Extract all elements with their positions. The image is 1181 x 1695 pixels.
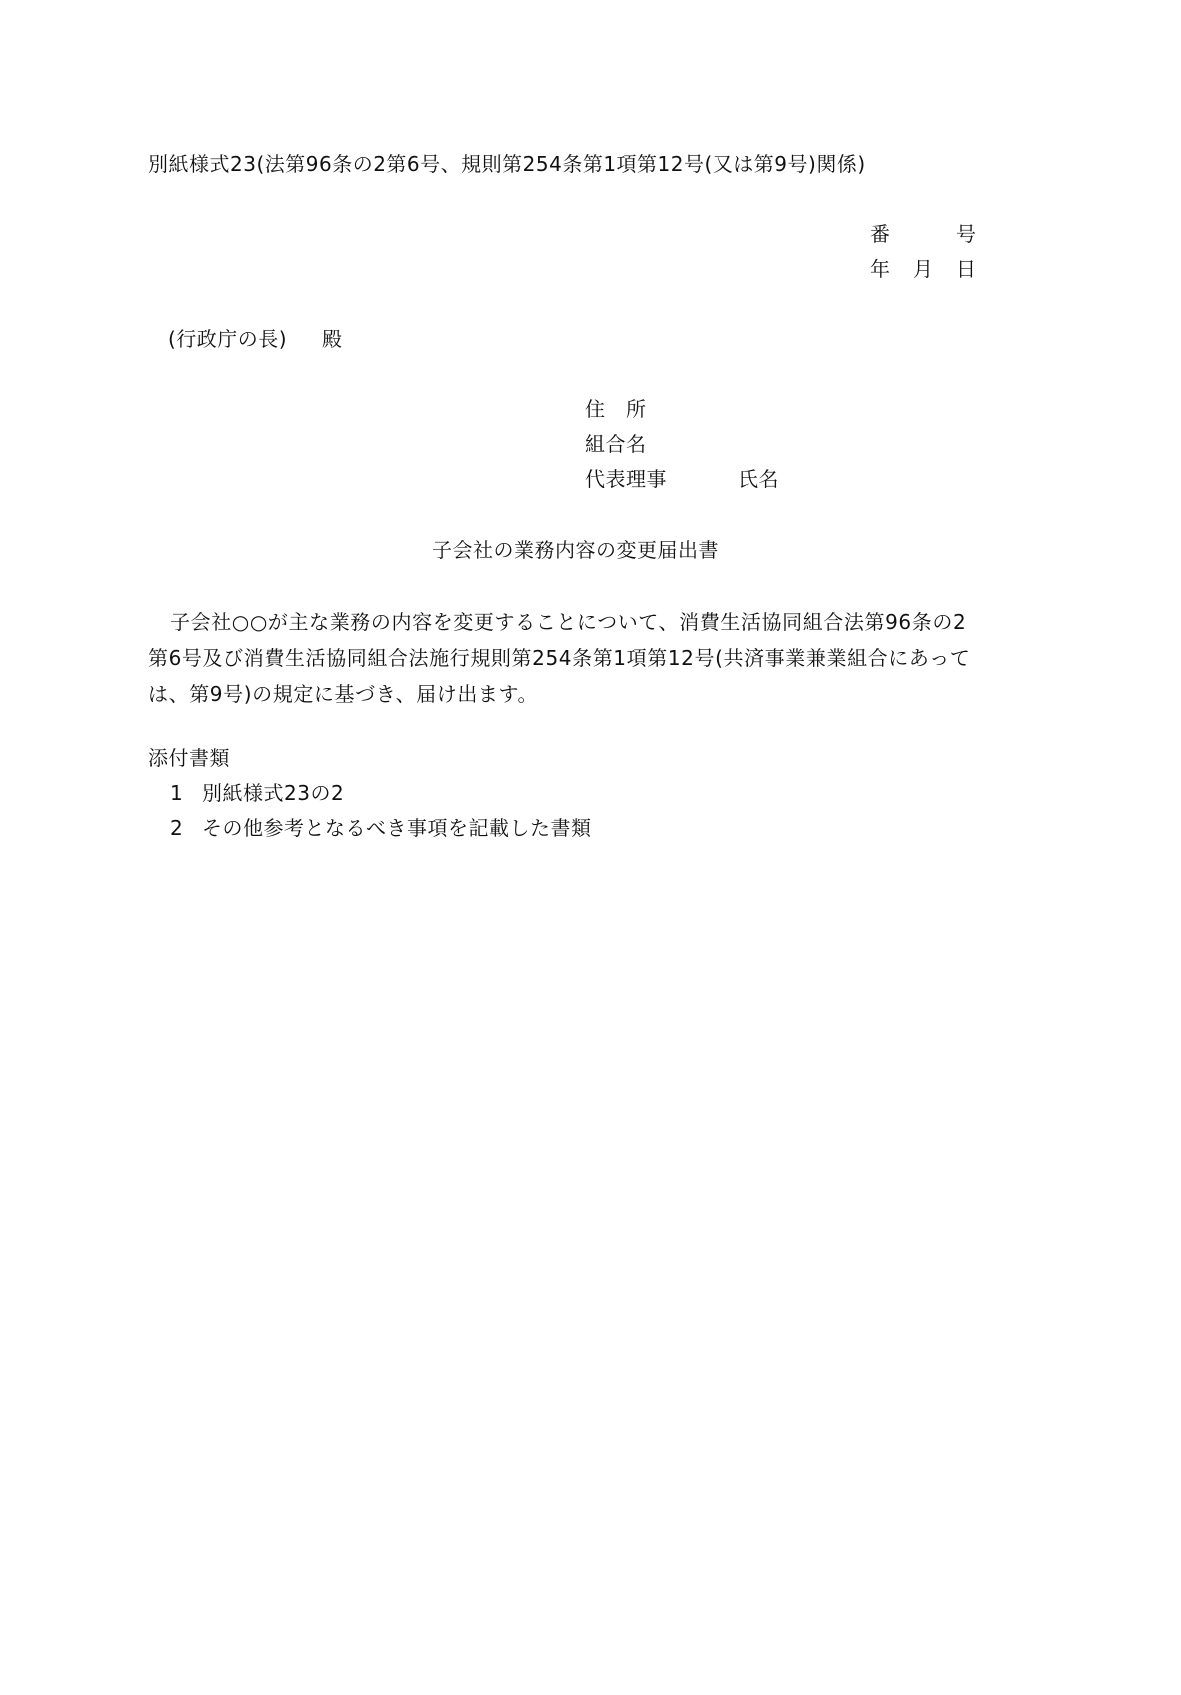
body-line: 第6号及び消費生活協同組合法施行規則第254条第1項第12号(共済事業兼業組合にあって [148, 646, 971, 670]
date-year: 年 [870, 257, 891, 281]
attachment-text: 別紙様式23の2 [202, 781, 345, 805]
attachment-text: その他参考となるべき事項を記載した書類 [202, 816, 592, 840]
addressee-honorific: 殿 [322, 327, 343, 351]
addressee-authority: (行政庁の長) [168, 327, 288, 351]
attachments-heading: 添付書類 [148, 746, 230, 770]
document-title: 子会社の業務内容の変更届出書 [432, 538, 719, 562]
date-month: 月 [913, 257, 934, 281]
number-suffix: 号 [956, 222, 977, 246]
sender-union-name-label: 組合名 [585, 432, 647, 456]
sender-representative-label: 代表理事 [585, 467, 667, 491]
body-line: は、第9号)の規定に基づき、届け出ます。 [148, 682, 539, 706]
sender-name-label: 氏名 [738, 467, 779, 491]
sender-address-label: 住 所 [585, 397, 647, 421]
form-reference: 別紙様式23(法第96条の2第6号、規則第254条第1項第12号(又は第9号)関係) [148, 152, 866, 176]
attachment-number: 1 [170, 781, 184, 805]
number-label: 番 [870, 222, 891, 246]
body-line: 子会社○○が主な業務の内容を変更することについて、消費生活協同組合法第96条の2 [170, 610, 967, 634]
attachment-number: 2 [170, 816, 184, 840]
body-paragraph [148, 604, 1028, 712]
date-day: 日 [956, 257, 977, 281]
